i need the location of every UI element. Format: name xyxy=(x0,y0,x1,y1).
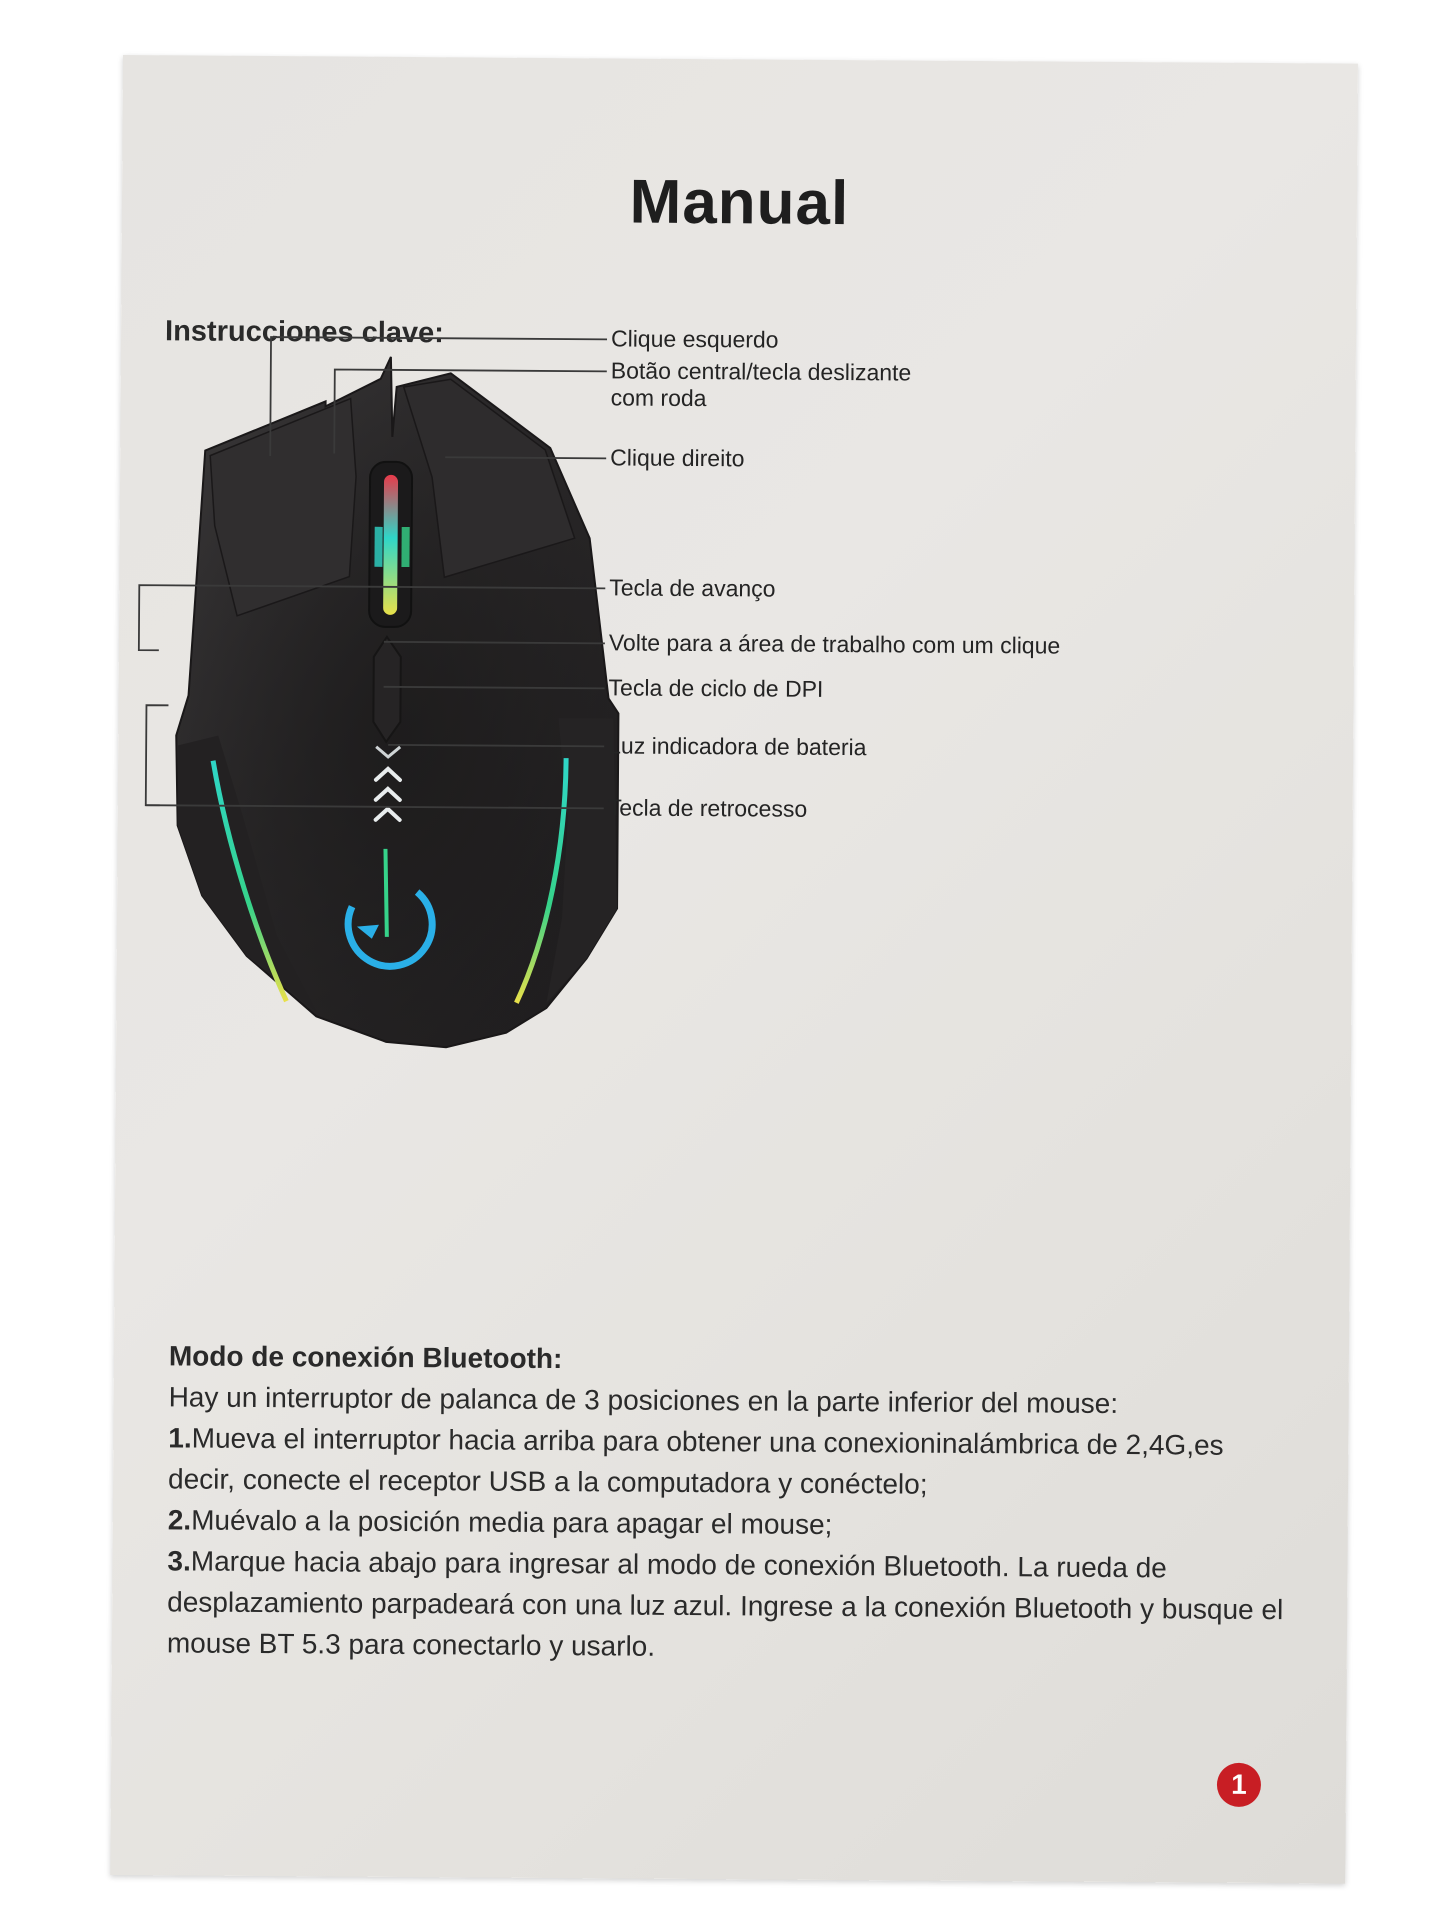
bluetooth-step-1: 1.Mueva el interruptor hacia arriba para obtener una conexioninalámbrica de 2,4G,es decir, conecte el receptor USB a la computadora y conéctelo; xyxy=(167,1422,1224,1500)
callout-left-click: Clique esquerdo xyxy=(610,325,779,353)
bluetooth-intro: Hay un interruptor de palanca de 3 posiciones en la parte inferior del mouse: xyxy=(168,1381,1119,1419)
scroll-wheel xyxy=(369,462,412,627)
desktop-button xyxy=(373,637,401,742)
bluetooth-section xyxy=(167,1335,1289,1671)
section-heading: Instrucciones clave: xyxy=(164,315,445,350)
bluetooth-heading: Modo de conexión Bluetooth: xyxy=(168,1340,563,1375)
bluetooth-step-3: 3.Marque hacia abajo para ingresar al modo de conexión Bluetooth. La rueda de desplazamiento parpadeará con una luz azul. Ingrese a la conexión Bluetooth y busque el mouse BT 5.3 para conectarlo y usarlo. xyxy=(166,1545,1284,1662)
manual-page xyxy=(110,55,1358,1884)
callout-back-key: Tecla de retrocesso xyxy=(607,794,808,822)
callout-forward-key: Tecla de avanço xyxy=(609,574,776,602)
callout-right-click: Clique direito xyxy=(610,444,745,472)
page-number-badge: 1 xyxy=(1217,1763,1261,1807)
bluetooth-step-2: 2.Muévalo a la posición media para apagar el mouse; xyxy=(167,1504,833,1540)
callout-battery-light: Luz indicadora de bateria xyxy=(608,732,867,761)
callout-desktop-key: Volte para a área de trabalho com um clique xyxy=(608,629,1061,659)
page-title: Manual xyxy=(629,167,850,239)
callout-dpi-key: Tecla de ciclo de DPI xyxy=(608,674,824,702)
callout-middle-button: Botão central/tecla deslizante com roda xyxy=(610,357,912,412)
mouse-diagram xyxy=(114,55,1358,1364)
